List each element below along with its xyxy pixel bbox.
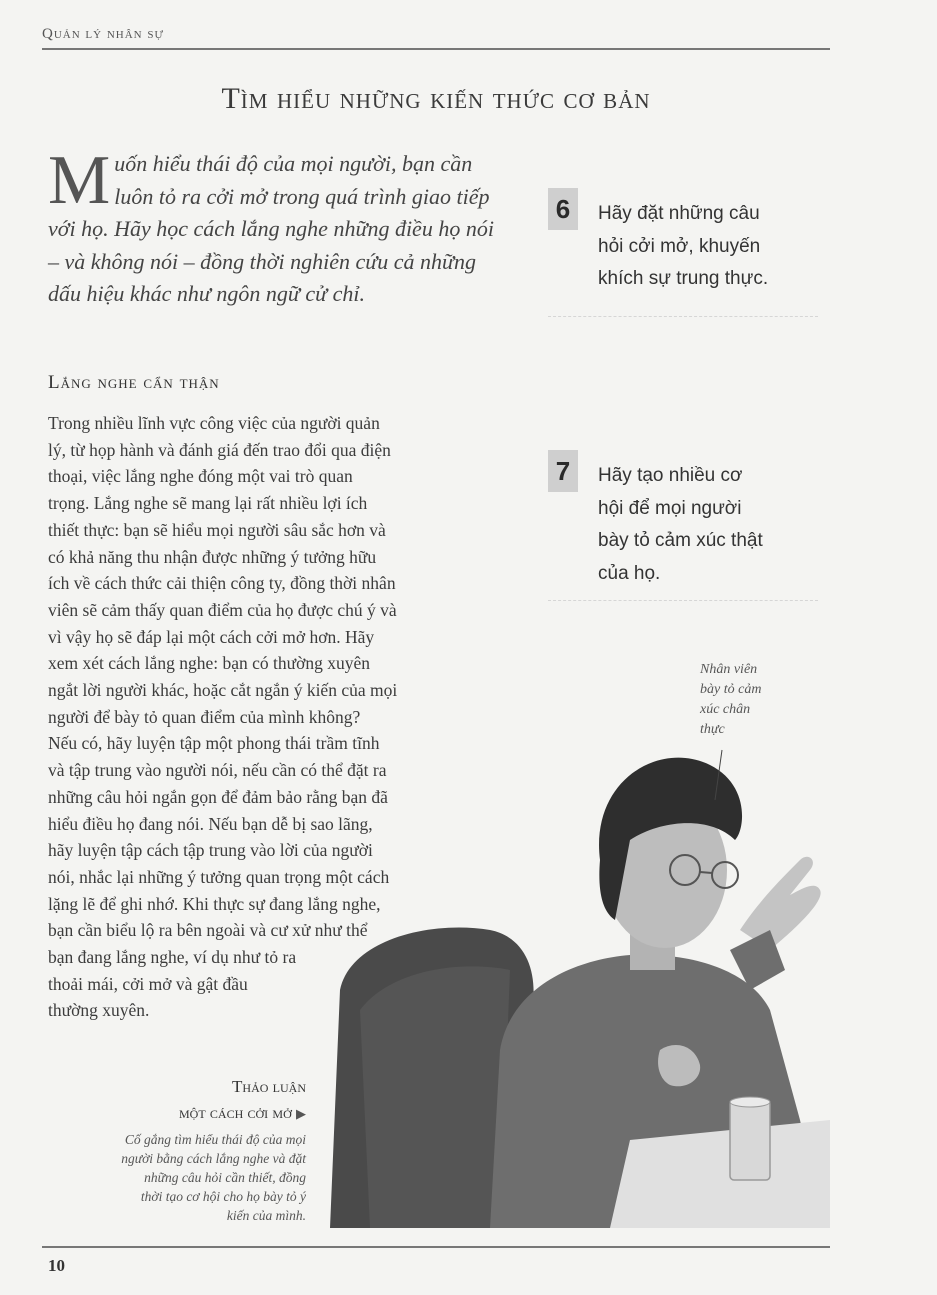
body-line: những câu hỏi ngắn gọn để đảm bảo rằng bạn đã [48,786,388,807]
tip-line: bày tỏ cảm xúc thật [598,530,763,551]
sidebar-text-line: thời tạo cơ hội cho họ bày tỏ ý [140,1189,306,1204]
intro-paragraph [48,142,508,311]
tip-7 [548,450,818,610]
sidebar-text-line: Cố gắng tìm hiểu thái độ của mọi [124,1132,306,1147]
tip-number: 6 [548,188,578,230]
body-line: bạn đang lắng nghe, ví dụ như tỏ ra [48,947,297,968]
body-line: bạn cần biểu lộ ra bên ngoài và cư xử như thể [48,920,368,941]
body-line: ích về cách thức cải thiện công ty, đồng thời nhân [48,573,396,594]
arrow-right-icon: ▶ [296,1106,306,1121]
body-line: thường xuyên. [48,1000,150,1021]
section-heading: Lắng nghe cẩn thận [48,372,220,393]
caption-line: thực [700,722,725,737]
body-line: ngắt lời người khác, hoặc cắt ngắn ý kiến của mọi [48,680,398,701]
tip-line: khích sự trung thực. [598,268,769,289]
page-number: 10 [48,1256,65,1275]
body-line: thoại, việc lắng nghe đóng một vai trò quan [48,466,353,487]
tip-text [598,460,813,590]
caption-line: Nhân viên [700,662,758,677]
body-line: có khả năng thu nhận được những ý tưởng hữu [48,546,377,567]
caption-line: xúc chân [700,702,751,717]
intro-text: uốn hiểu thái độ của mọi người, bạn cần luôn tỏ ra cởi mở trong quá trình giao tiếp với họ. Hãy học cách lắng nghe những điều họ nói – và không nói – đồng thời nghiên cứu cả những dấu hiệu khác như ngôn ngữ cử chỉ. [48,151,494,306]
body-line: vì vậy họ sẽ đáp lại một cách cởi mở hơn. Hãy [48,626,375,647]
body-line: trọng. Lắng nghe sẽ mang lại rất nhiều lợi ích [48,493,368,514]
body-line: hiểu điều họ đang nói. Nếu bạn dễ bị sao lãng, [48,813,373,834]
body-line: hãy luyện tập cách tập trung vào lời của người [48,840,373,861]
tip-line: Hãy đặt những câu [598,203,760,224]
tip-line: Hãy tạo nhiều cơ [598,465,743,486]
sidebar-text-line: những câu hỏi cần thiết, đồng [144,1170,306,1185]
body-line: Trong nhiều lĩnh vực công việc của người quản [48,413,380,433]
tip-divider [548,316,818,317]
sidebar-title-line: một cách cởi mở [178,1103,292,1122]
tip-text [598,198,813,296]
drop-cap: M [48,142,111,219]
tip-6 [548,188,818,328]
sidebar-title-line: Thảo luận [232,1077,306,1096]
tip-divider [548,600,818,601]
tip-line: của họ. [598,562,661,584]
tip-line: hỏi cởi mở, khuyến [598,235,761,257]
sidebar-title [60,1074,306,1127]
sidebar-text-line: kiến của mình. [226,1208,306,1223]
sidebar-text [50,1130,306,1225]
body-line: thoải mái, cởi mở và gật đầu [48,973,248,994]
woman-listening-photo [330,720,830,1228]
body-line: xem xét cách lắng nghe: bạn có thường xuyên [48,653,370,674]
body-line: lý, từ họp hành và đánh giá đến trao đổi qua điện [48,439,391,460]
body-line: nói, nhắc lại những ý tưởng quan trọng một cách [48,866,390,887]
sidebar-text-line: người bằng cách lắng nghe và đặt [121,1151,306,1166]
body-line: và tập trung vào người nói, nếu cần có thể đặt ra [48,760,387,781]
tip-line: hội để mọi người [598,497,742,519]
body-line: viên sẽ cảm thấy quan điểm của họ được chú ý và [48,599,397,620]
photo-caption [700,660,820,740]
top-rule [42,48,830,50]
tip-number: 7 [548,450,578,492]
caption-line: bày tỏ cảm [700,682,762,697]
body-line: lặng lẽ để ghi nhớ. Khi thực sự đang lắng nghe, [48,893,381,914]
bottom-rule [42,1246,830,1248]
running-head: Quản lý nhân sự [42,26,165,42]
body-line: người để bày tỏ quan điểm của mình không? [48,706,361,727]
body-line: thiết thực: bạn sẽ hiểu mọi người sâu sắc hơn và [48,519,386,540]
page-title: Tìm hiểu những kiến thức cơ bản [221,82,651,115]
body-line: Nếu có, hãy luyện tập một phong thái trầm tĩnh [48,733,380,754]
